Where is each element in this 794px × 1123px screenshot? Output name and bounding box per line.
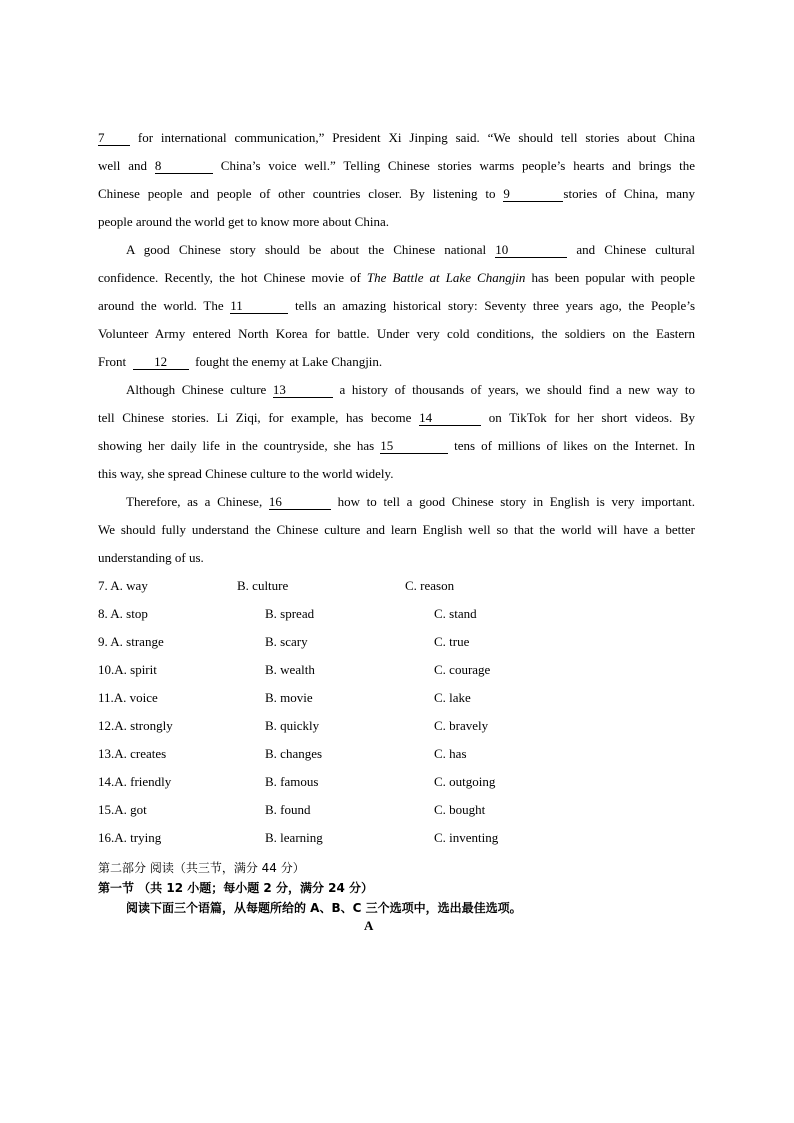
option-a: 10.A. spirit [98, 662, 157, 677]
option-b: B. found [265, 802, 311, 817]
blank-13: 13 [273, 383, 333, 398]
option-b: B. scary [265, 634, 308, 649]
blank-15: 15 [380, 439, 448, 454]
movie-title: The Battle at Lake Changjin [366, 270, 526, 285]
option-c: C. reason [405, 578, 455, 593]
passage-line: We should fully understand the Chinese culture and learn English well so that the world will have a better [98, 522, 695, 537]
passage-line: Although Chinese culture 13 a history of thousands of years, we should find a new way to [126, 382, 696, 397]
blank-14: 14 [419, 411, 481, 426]
option-a: 12.A. strongly [98, 718, 173, 733]
option-a: 13.A. creates [98, 746, 167, 761]
option-c: C. outgoing [434, 774, 496, 789]
option-b: B. changes [265, 746, 323, 761]
passage-line: Chinese people and people of other countries closer. By listening to 9 stories of China, many [98, 186, 695, 201]
option-b: B. wealth [265, 662, 315, 677]
blank-12: 12 [133, 355, 189, 370]
option-c: C. has [434, 746, 467, 761]
option-c: C. stand [434, 606, 477, 621]
option-a: 16.A. trying [98, 830, 162, 845]
passage-line: Front 12 fought the enemy at Lake Changjin. [98, 354, 383, 369]
option-c: C. lake [434, 690, 471, 705]
instruction-text: 阅读下面三个语篇，从每题所给的 A、B、C 三个选项中，选出最佳选项。 [126, 901, 522, 915]
passage-line: showing her daily life in the countryside, she has 15 tens of millions of likes on the Internet. In [98, 438, 696, 453]
passage-line: A good Chinese story should be about the Chinese national 10 and Chinese cultural [126, 242, 695, 257]
blank-10: 10 [495, 243, 567, 258]
option-c: C. true [434, 634, 470, 649]
passage-line: around the world. The 11 tells an amazing historical story: Seventy three years ago, the People’s [98, 298, 696, 313]
option-a: 11.A. voice [98, 690, 158, 705]
option-c: C. bravely [434, 718, 489, 733]
option-b: B. spread [265, 606, 315, 621]
passage-line: understanding of us. [98, 550, 204, 565]
option-c: C. courage [434, 662, 491, 677]
option-b: B. famous [265, 774, 319, 789]
option-a: 8. A. stop [98, 606, 148, 621]
passage-line: Volunteer Army entered North Korea for battle. Under very cold conditions, the soldiers on the Eastern [98, 326, 695, 341]
blank-11: 11 [230, 299, 288, 314]
section-heading: 第一节 （共 12 小题；每小题 2 分，满分 24 分） [98, 881, 373, 895]
blank-9: 9 [503, 187, 563, 202]
option-b: B. quickly [265, 718, 320, 733]
passage-line: 7 for international communication,” President Xi Jinping said. “We should tell stories about China [98, 130, 695, 145]
passage-line: people around the world get to know more about China. [98, 214, 389, 229]
passage-line: well and 8 China’s voice well.” Telling Chinese stories warms people’s hearts and brings the [98, 158, 696, 173]
option-a: 15.A. got [98, 802, 147, 817]
passage-line: Therefore, as a Chinese, 16 how to tell a good Chinese story in English is very important. [126, 494, 696, 509]
option-c: C. bought [434, 802, 486, 817]
option-b: B. learning [265, 830, 323, 845]
blank-7: 7 [98, 131, 130, 146]
option-b: B. movie [265, 690, 313, 705]
part-heading: 第二部分 阅读（共三节，满分 44 分） [98, 861, 305, 875]
option-a: 7. A. way [98, 578, 148, 593]
option-b: B. culture [237, 578, 289, 593]
blank-8: 8 [155, 159, 213, 174]
passage-line: tell Chinese stories. Li Ziqi, for example, has become 14 on TikTok for her short videos. By [98, 410, 696, 425]
passage-line: confidence. Recently, the hot Chinese movie of The Battle at Lake Changjin has been popular with people [98, 270, 695, 285]
blank-16: 16 [269, 495, 331, 510]
option-a: 9. A. strange [98, 634, 164, 649]
passage-label: A [364, 918, 374, 933]
passage-line: this way, she spread Chinese culture to the world widely. [98, 466, 394, 481]
option-c: C. inventing [434, 830, 499, 845]
option-a: 14.A. friendly [98, 774, 172, 789]
